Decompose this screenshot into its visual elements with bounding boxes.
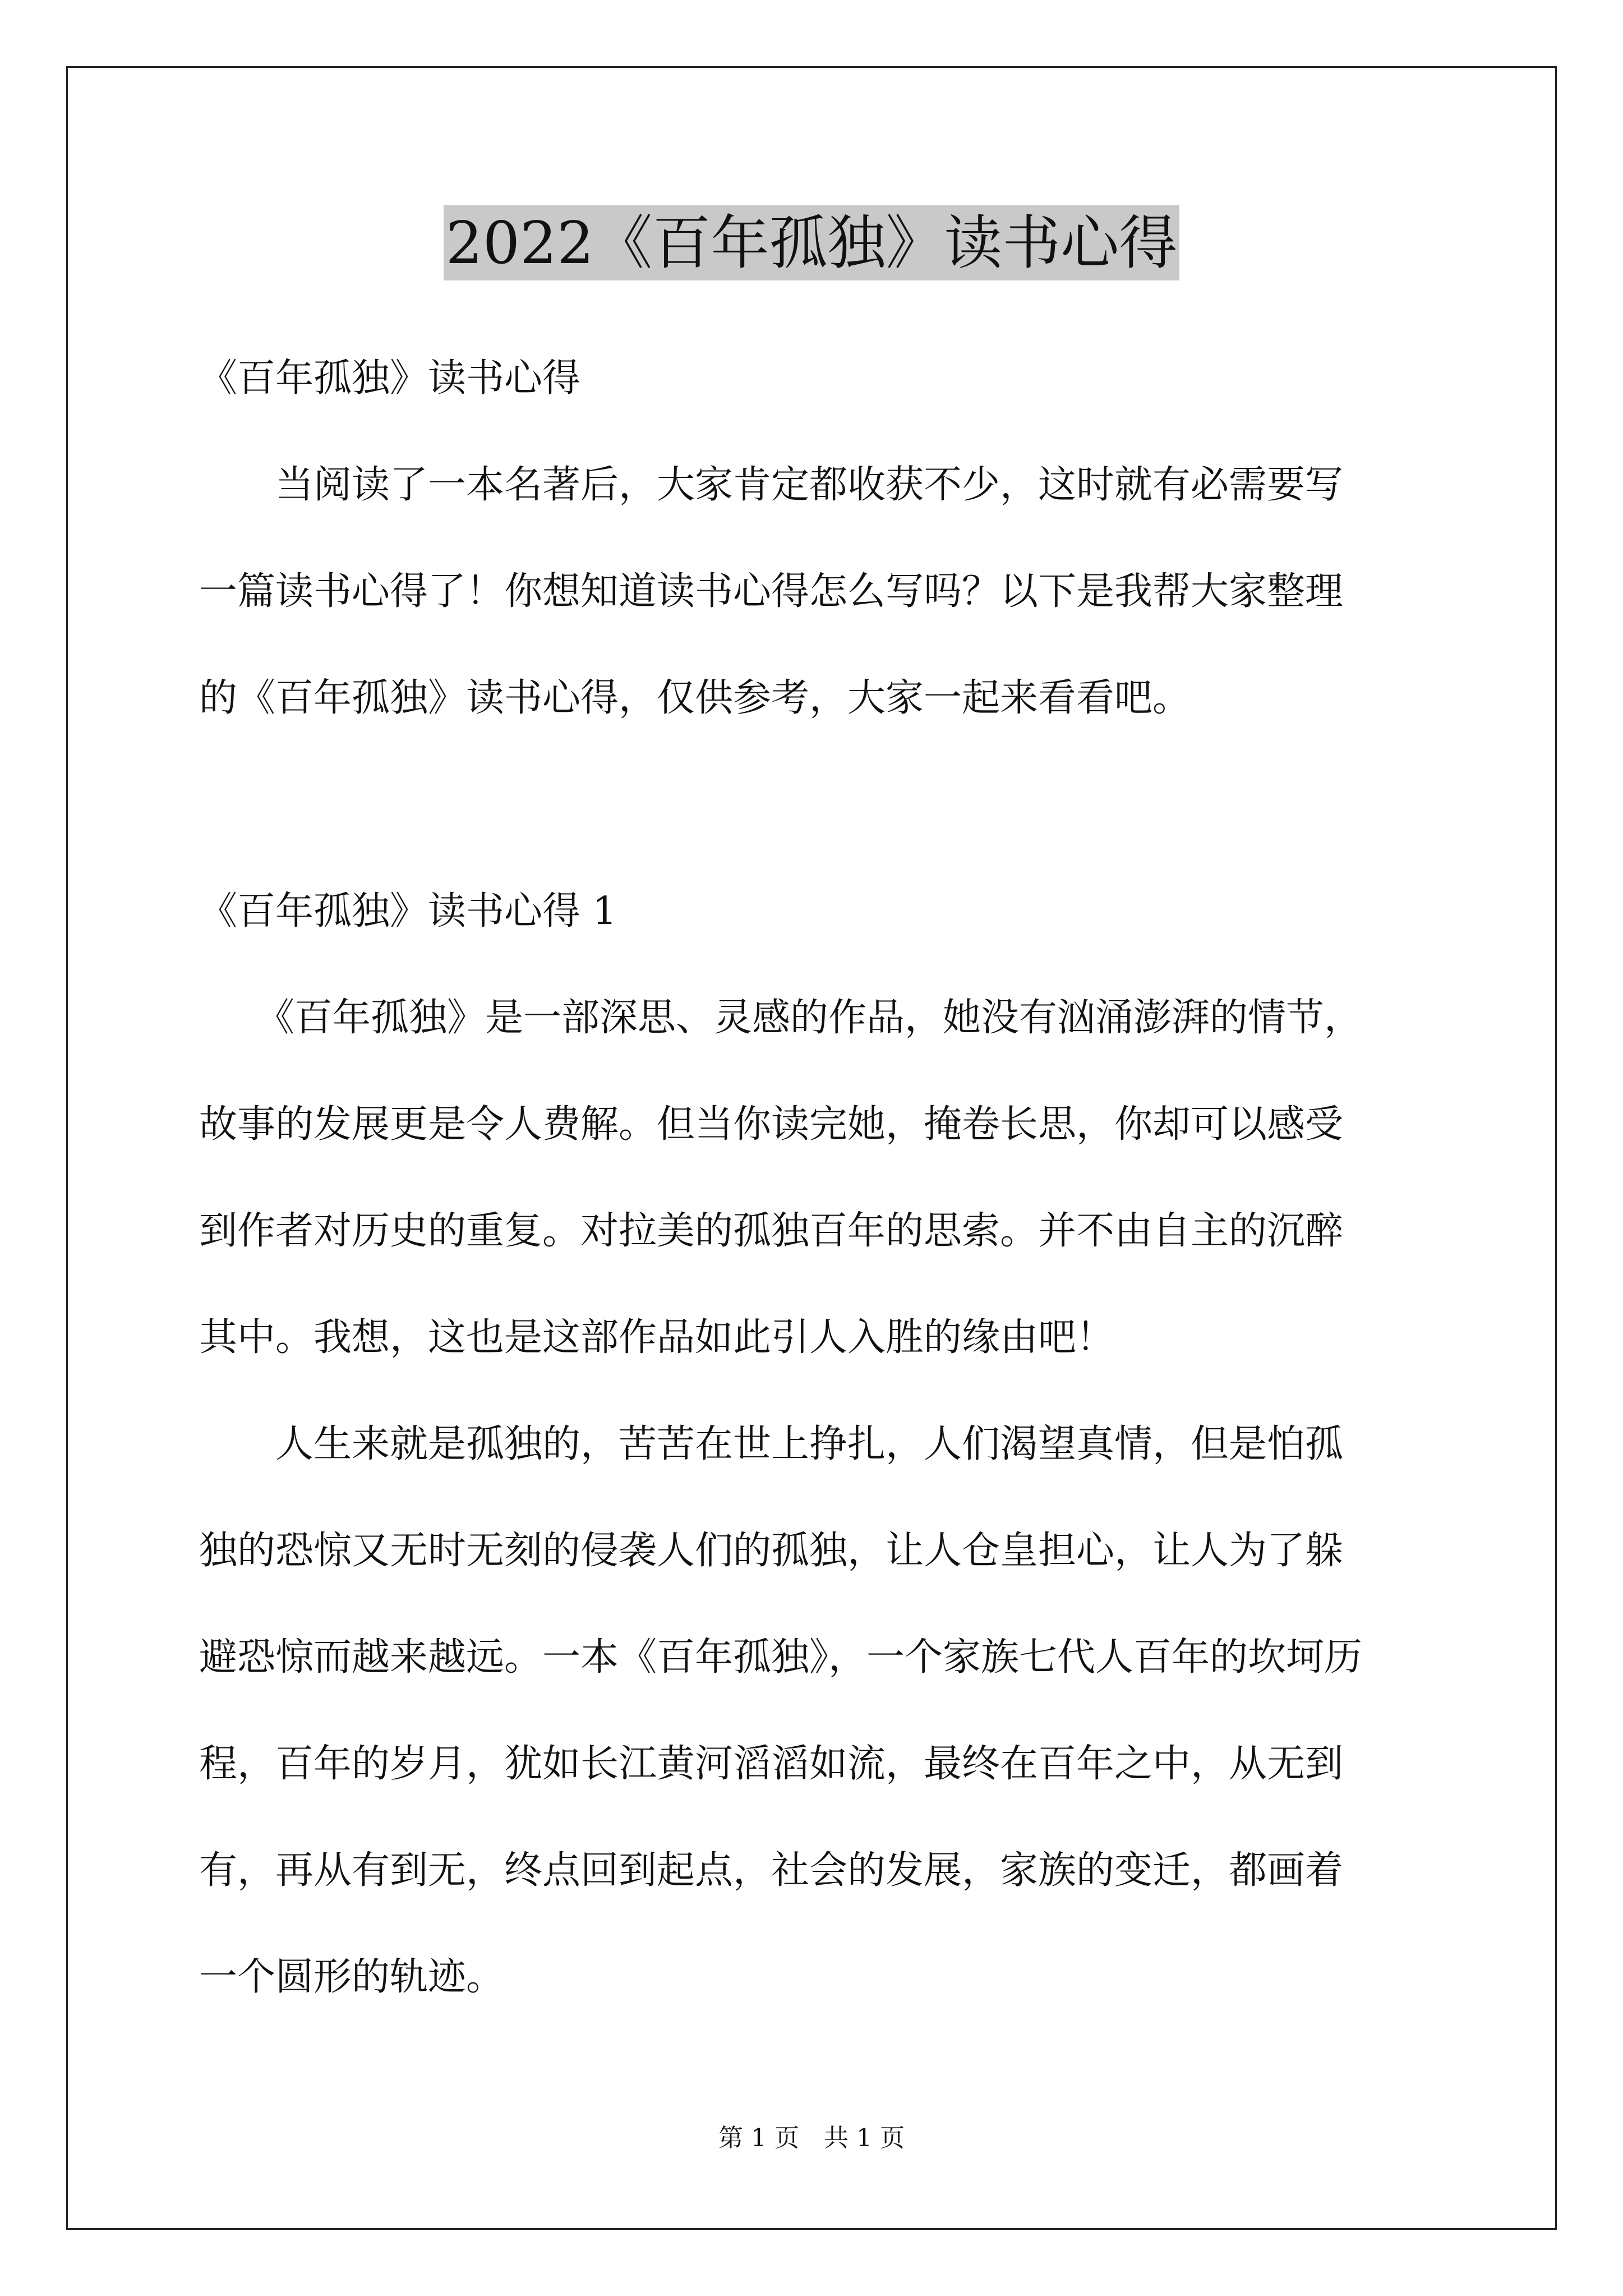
page-number-footer: 第 1 页 共 1 页 xyxy=(718,2124,905,2152)
paragraph-line: 程，百年的岁月，犹如长江黄河滔滔如流，最终在百年之中，从无到 xyxy=(199,1742,1344,1786)
paragraph-line: 到作者对历史的重复。对拉美的孤独百年的思索。并不由自主的沉醉 xyxy=(199,1209,1344,1253)
paragraph-line: 避恐惊而越来越远。一本《百年孤独》，一个家族七代人百年的坎坷历 xyxy=(199,1635,1363,1680)
paragraph-line: 有，再从有到无，终点回到起点，社会的发展，家族的变迁，都画着 xyxy=(199,1848,1344,1893)
paragraph-line: 的《百年孤独》读书心得，仅供参考，大家一起来看看吧。 xyxy=(199,676,1191,720)
paragraph-line: 一篇读书心得了！你想知道读书心得怎么写吗？以下是我帮大家整理 xyxy=(199,569,1344,614)
paragraph-line: 当阅读了一本名著后，大家肯定都收获不少，这时就有必需要写 xyxy=(199,463,1344,507)
paragraph-line: 一个圆形的轨迹。 xyxy=(199,1955,505,1999)
title-container xyxy=(0,205,1623,280)
paragraph-line: 其中。我想，这也是这部作品如此引人入胜的缘由吧！ xyxy=(199,1315,1115,1360)
paragraph-line: 故事的发展更是令人费解。但当你读完她，掩卷长思，你却可以感受 xyxy=(199,1102,1344,1147)
section-heading: 《百年孤独》读书心得 1 xyxy=(199,889,617,933)
paragraph-line: 人生来就是孤独的，苦苦在世上挣扎，人们渴望真情，但是怕孤 xyxy=(199,1422,1344,1466)
paragraph-line: 《百年孤独》是一部深思、灵感的作品，她没有汹涌澎湃的情节， xyxy=(199,996,1363,1040)
subtitle-line: 《百年孤独》读书心得 xyxy=(199,356,581,401)
paragraph-line: 独的恐惊又无时无刻的侵袭人们的孤独，让人仓皇担心，让人为了躲 xyxy=(199,1529,1344,1573)
document-title: 2022《百年孤独》读书心得 xyxy=(444,205,1180,280)
